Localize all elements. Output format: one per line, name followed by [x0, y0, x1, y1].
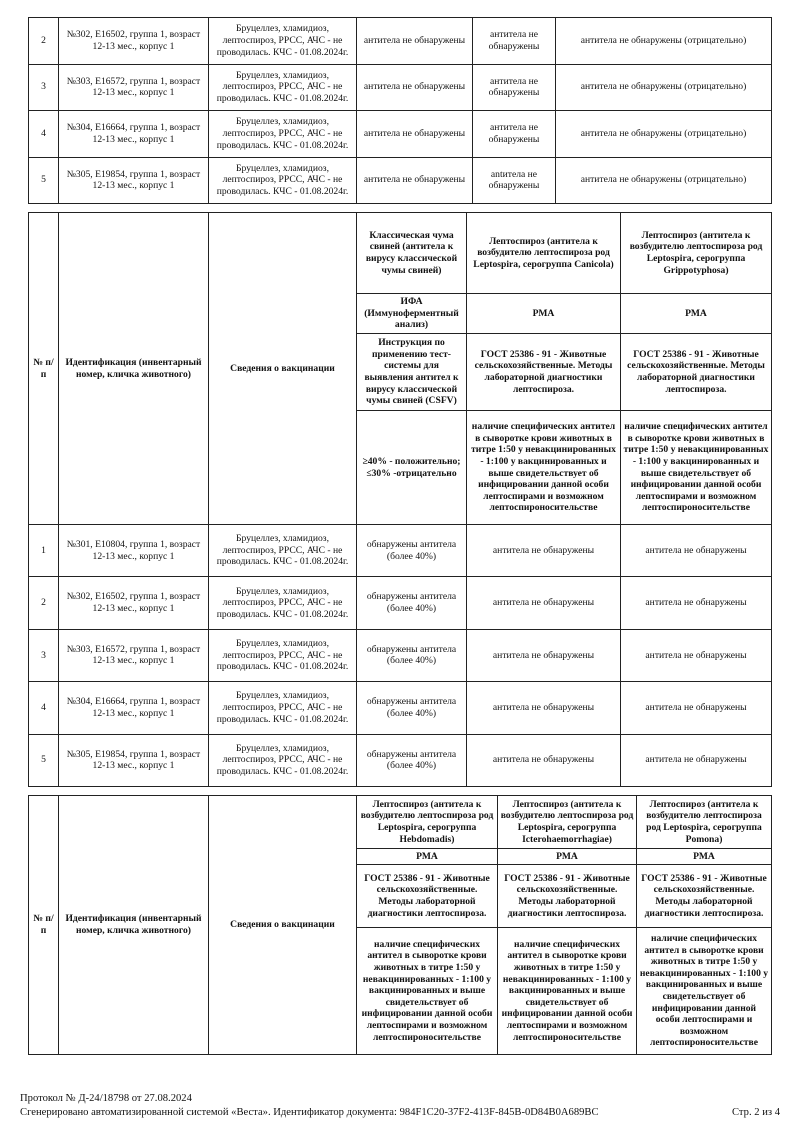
- header-method: РМА: [467, 294, 621, 334]
- header-standard: ГОСТ 25386 - 91 - Животные сельскохозяйственные. Методы лабораторной диагностики лептоспироза.: [621, 334, 772, 411]
- result: обнаружены антитела (более 40%): [357, 734, 467, 786]
- header-disease: Лептоспироз (антитела к возбудителю лептоспироза род Leptospira, серогруппа Pomona): [637, 796, 772, 849]
- animal-id: №302, E16502, группа 1, возраст 12-13 мес., корпус 1: [59, 18, 209, 65]
- header-norm: наличие специфических антител в сыворотке крови животных в титре 1:50 у невакцинированных - 1:100 у вакцинированных и выше свидетельствует об инфицировании данной особи лептоспирами и возможном лептоспироносительстве: [498, 928, 637, 1055]
- row-number: 5: [29, 734, 59, 786]
- result: антитела не обнаружены: [467, 629, 621, 681]
- vaccination-info: Бруцеллез, хламидиоз, лептоспироз, РРСС, АЧС - не проводилась. КЧС - 01.08.2024г.: [209, 18, 357, 65]
- row-number: 2: [29, 577, 59, 629]
- result: антитела не обнаружены (отрицательно): [556, 64, 772, 111]
- result: антитела не обнаружены: [621, 629, 772, 681]
- header-method: РМА: [621, 294, 772, 334]
- table-row: [29, 796, 772, 849]
- table-row: [29, 213, 772, 294]
- header-method: РМА: [637, 849, 772, 865]
- results-table-csf-leptospirosis: [28, 212, 772, 787]
- header-vaccination: Сведения о вакцинации: [209, 796, 357, 1055]
- protocol-number: Протокол № Д-24/18798 от 27.08.2024: [20, 1093, 192, 1104]
- result: антитела не обнаружены: [621, 525, 772, 577]
- header-norm: наличие специфических антител в сыворотке крови животных в титре 1:50 у невакцинированных - 1:100 у вакцинированных и выше свидетельствует об инфицировании данной особи лептоспирами и возможном лептоспироносительстве: [467, 411, 621, 525]
- table-row: [29, 629, 772, 681]
- header-standard: ГОСТ 25386 - 91 - Животные сельскохозяйственные. Методы лабораторной диагностики лептоспироза.: [637, 865, 772, 928]
- header-identification: Идентификация (инвентарный номер, кличка животного): [59, 213, 209, 525]
- result: антитела не обнаружены: [473, 64, 556, 111]
- result: антитела не обнаружены: [467, 682, 621, 734]
- page-number: Стр. 2 из 4: [731, 1107, 780, 1118]
- header-vaccination: Сведения о вакцинации: [209, 213, 357, 525]
- result: antитела не обнаружены: [473, 157, 556, 204]
- result: антитела не обнаружены: [467, 577, 621, 629]
- row-number: 3: [29, 64, 59, 111]
- header-disease: Лептоспироз (антитела к возбудителю лептоспироза род Leptospira, серогруппа Canicola): [467, 213, 621, 294]
- result: антитела не обнаружены: [357, 111, 473, 158]
- result: антитела не обнаружены (отрицательно): [556, 157, 772, 204]
- header-norm: наличие специфических антител в сыворотке крови животных в титре 1:50 у невакцинированных - 1:100 у вакцинированных и выше свидетельствует об инфицировании данной особи лептоспирами и возможном лептоспироносительстве: [621, 411, 772, 525]
- header-method: ИФА (Иммуноферментный анализ): [357, 294, 467, 334]
- header-identification: Идентификация (инвентарный номер, кличка животного): [59, 796, 209, 1055]
- generated-by-note: Сгенерировано автоматизированной системой «Веста». Идентификатор документа: 984F1C20-37F2-413F-845B-0D84B0A689BC: [20, 1107, 599, 1118]
- header-norm: наличие специфических антител в сыворотке крови животных в титре 1:50 у невакцинированных - 1:100 у вакцинированных и выше свидетельствует об инфицировании данной особи лептоспирами и возможном лептоспироносительстве: [357, 928, 498, 1055]
- result: обнаружены антитела (более 40%): [357, 629, 467, 681]
- header-disease: Лептоспироз (антитела к возбудителю лептоспироза род Leptospira, серогруппа Grippotyphosa): [621, 213, 772, 294]
- result: антитела не обнаружены: [473, 111, 556, 158]
- result: антитела не обнаружены: [357, 64, 473, 111]
- header-number: № п/п: [29, 796, 59, 1055]
- result: антитела не обнаружены: [467, 734, 621, 786]
- header-standard: ГОСТ 25386 - 91 - Животные сельскохозяйственные. Методы лабораторной диагностики лептоспироза.: [498, 865, 637, 928]
- results-table-continued: [28, 17, 772, 204]
- result: антитела не обнаружены: [357, 157, 473, 204]
- vaccination-info: Бруцеллез, хламидиоз, лептоспироз, РРСС, АЧС - не проводилась. КЧС - 01.08.2024г.: [209, 157, 357, 204]
- header-standard: ГОСТ 25386 - 91 - Животные сельскохозяйственные. Методы лабораторной диагностики лептоспироза.: [467, 334, 621, 411]
- table-row: [29, 157, 772, 204]
- table-row: [29, 682, 772, 734]
- result: обнаружены антитела (более 40%): [357, 577, 467, 629]
- result: антитела не обнаружены: [621, 577, 772, 629]
- header-method: РМА: [357, 849, 498, 865]
- header-standard: Инструкция по применению тест-системы для выявления антител к вирусу классической чумы свиней (CSFV): [357, 334, 467, 411]
- results-table-leptospirosis-header: [28, 795, 772, 1055]
- vaccination-info: Бруцеллез, хламидиоз, лептоспироз, РРСС, АЧС - не проводилась. КЧС - 01.08.2024г.: [209, 111, 357, 158]
- table-row: [29, 64, 772, 111]
- result: обнаружены антитела (более 40%): [357, 525, 467, 577]
- result: антитела не обнаружены: [467, 525, 621, 577]
- header-norm: ≥40% - положительно; ≤30% -отрицательно: [357, 411, 467, 525]
- header-disease: Лептоспироз (антитела к возбудителю лептоспироза род Leptospira, серогруппа Icterohaemorrhagiae): [498, 796, 637, 849]
- table-row: [29, 577, 772, 629]
- header-disease: Классическая чума свиней (антитела к вирусу классической чумы свиней): [357, 213, 467, 294]
- vaccination-info: Бруцеллез, хламидиоз, лептоспироз, РРСС, АЧС - не проводилась. КЧС - 01.08.2024г.: [209, 577, 357, 629]
- result: антитела не обнаружены: [621, 682, 772, 734]
- header-disease: Лептоспироз (антитела к возбудителю лептоспироза род Leptospira, серогруппа Hebdomadis): [357, 796, 498, 849]
- animal-id: №304, E16664, группа 1, возраст 12-13 мес., корпус 1: [59, 682, 209, 734]
- table-row: [29, 111, 772, 158]
- result: обнаружены антитела (более 40%): [357, 682, 467, 734]
- header-standard: ГОСТ 25386 - 91 - Животные сельскохозяйственные. Методы лабораторной диагностики лептоспироза.: [357, 865, 498, 928]
- row-number: 5: [29, 157, 59, 204]
- row-number: 3: [29, 629, 59, 681]
- vaccination-info: Бруцеллез, хламидиоз, лептоспироз, РРСС, АЧС - не проводилась. КЧС - 01.08.2024г.: [209, 64, 357, 111]
- row-number: 4: [29, 682, 59, 734]
- header-norm: наличие специфических антител в сыворотке крови животных в титре 1:50 у невакцинированных - 1:100 у вакцинированных и выше свидетельствует об инфицировании данной особи лептоспирами и возможном лептоспироносительстве: [637, 928, 772, 1055]
- row-number: 1: [29, 525, 59, 577]
- vaccination-info: Бруцеллез, хламидиоз, лептоспироз, РРСС, АЧС - не проводилась. КЧС - 01.08.2024г.: [209, 734, 357, 786]
- table-row: [29, 525, 772, 577]
- row-number: 4: [29, 111, 59, 158]
- vaccination-info: Бруцеллез, хламидиоз, лептоспироз, РРСС, АЧС - не проводилась. КЧС - 01.08.2024г.: [209, 629, 357, 681]
- row-number: 2: [29, 18, 59, 65]
- animal-id: №305, E19854, группа 1, возраст 12-13 мес., корпус 1: [59, 157, 209, 204]
- result: антитела не обнаружены: [357, 18, 473, 65]
- result: антитела не обнаружены: [621, 734, 772, 786]
- table-row: [29, 18, 772, 65]
- result: антитела не обнаружены (отрицательно): [556, 18, 772, 65]
- animal-id: №303, E16572, группа 1, возраст 12-13 мес., корпус 1: [59, 629, 209, 681]
- result: антитела не обнаружены (отрицательно): [556, 111, 772, 158]
- animal-id: №304, E16664, группа 1, возраст 12-13 мес., корпус 1: [59, 111, 209, 158]
- vaccination-info: Бруцеллез, хламидиоз, лептоспироз, РРСС, АЧС - не проводилась. КЧС - 01.08.2024г.: [209, 525, 357, 577]
- header-method: РМА: [498, 849, 637, 865]
- table-row: [29, 734, 772, 786]
- result: антитела не обнаружены: [473, 18, 556, 65]
- vaccination-info: Бруцеллез, хламидиоз, лептоспироз, РРСС, АЧС - не проводилась. КЧС - 01.08.2024г.: [209, 682, 357, 734]
- header-number: № п/п: [29, 213, 59, 525]
- animal-id: №303, E16572, группа 1, возраст 12-13 мес., корпус 1: [59, 64, 209, 111]
- animal-id: №302, E16502, группа 1, возраст 12-13 мес., корпус 1: [59, 577, 209, 629]
- animal-id: №301, E10804, группа 1, возраст 12-13 мес., корпус 1: [59, 525, 209, 577]
- animal-id: №305, E19854, группа 1, возраст 12-13 мес., корпус 1: [59, 734, 209, 786]
